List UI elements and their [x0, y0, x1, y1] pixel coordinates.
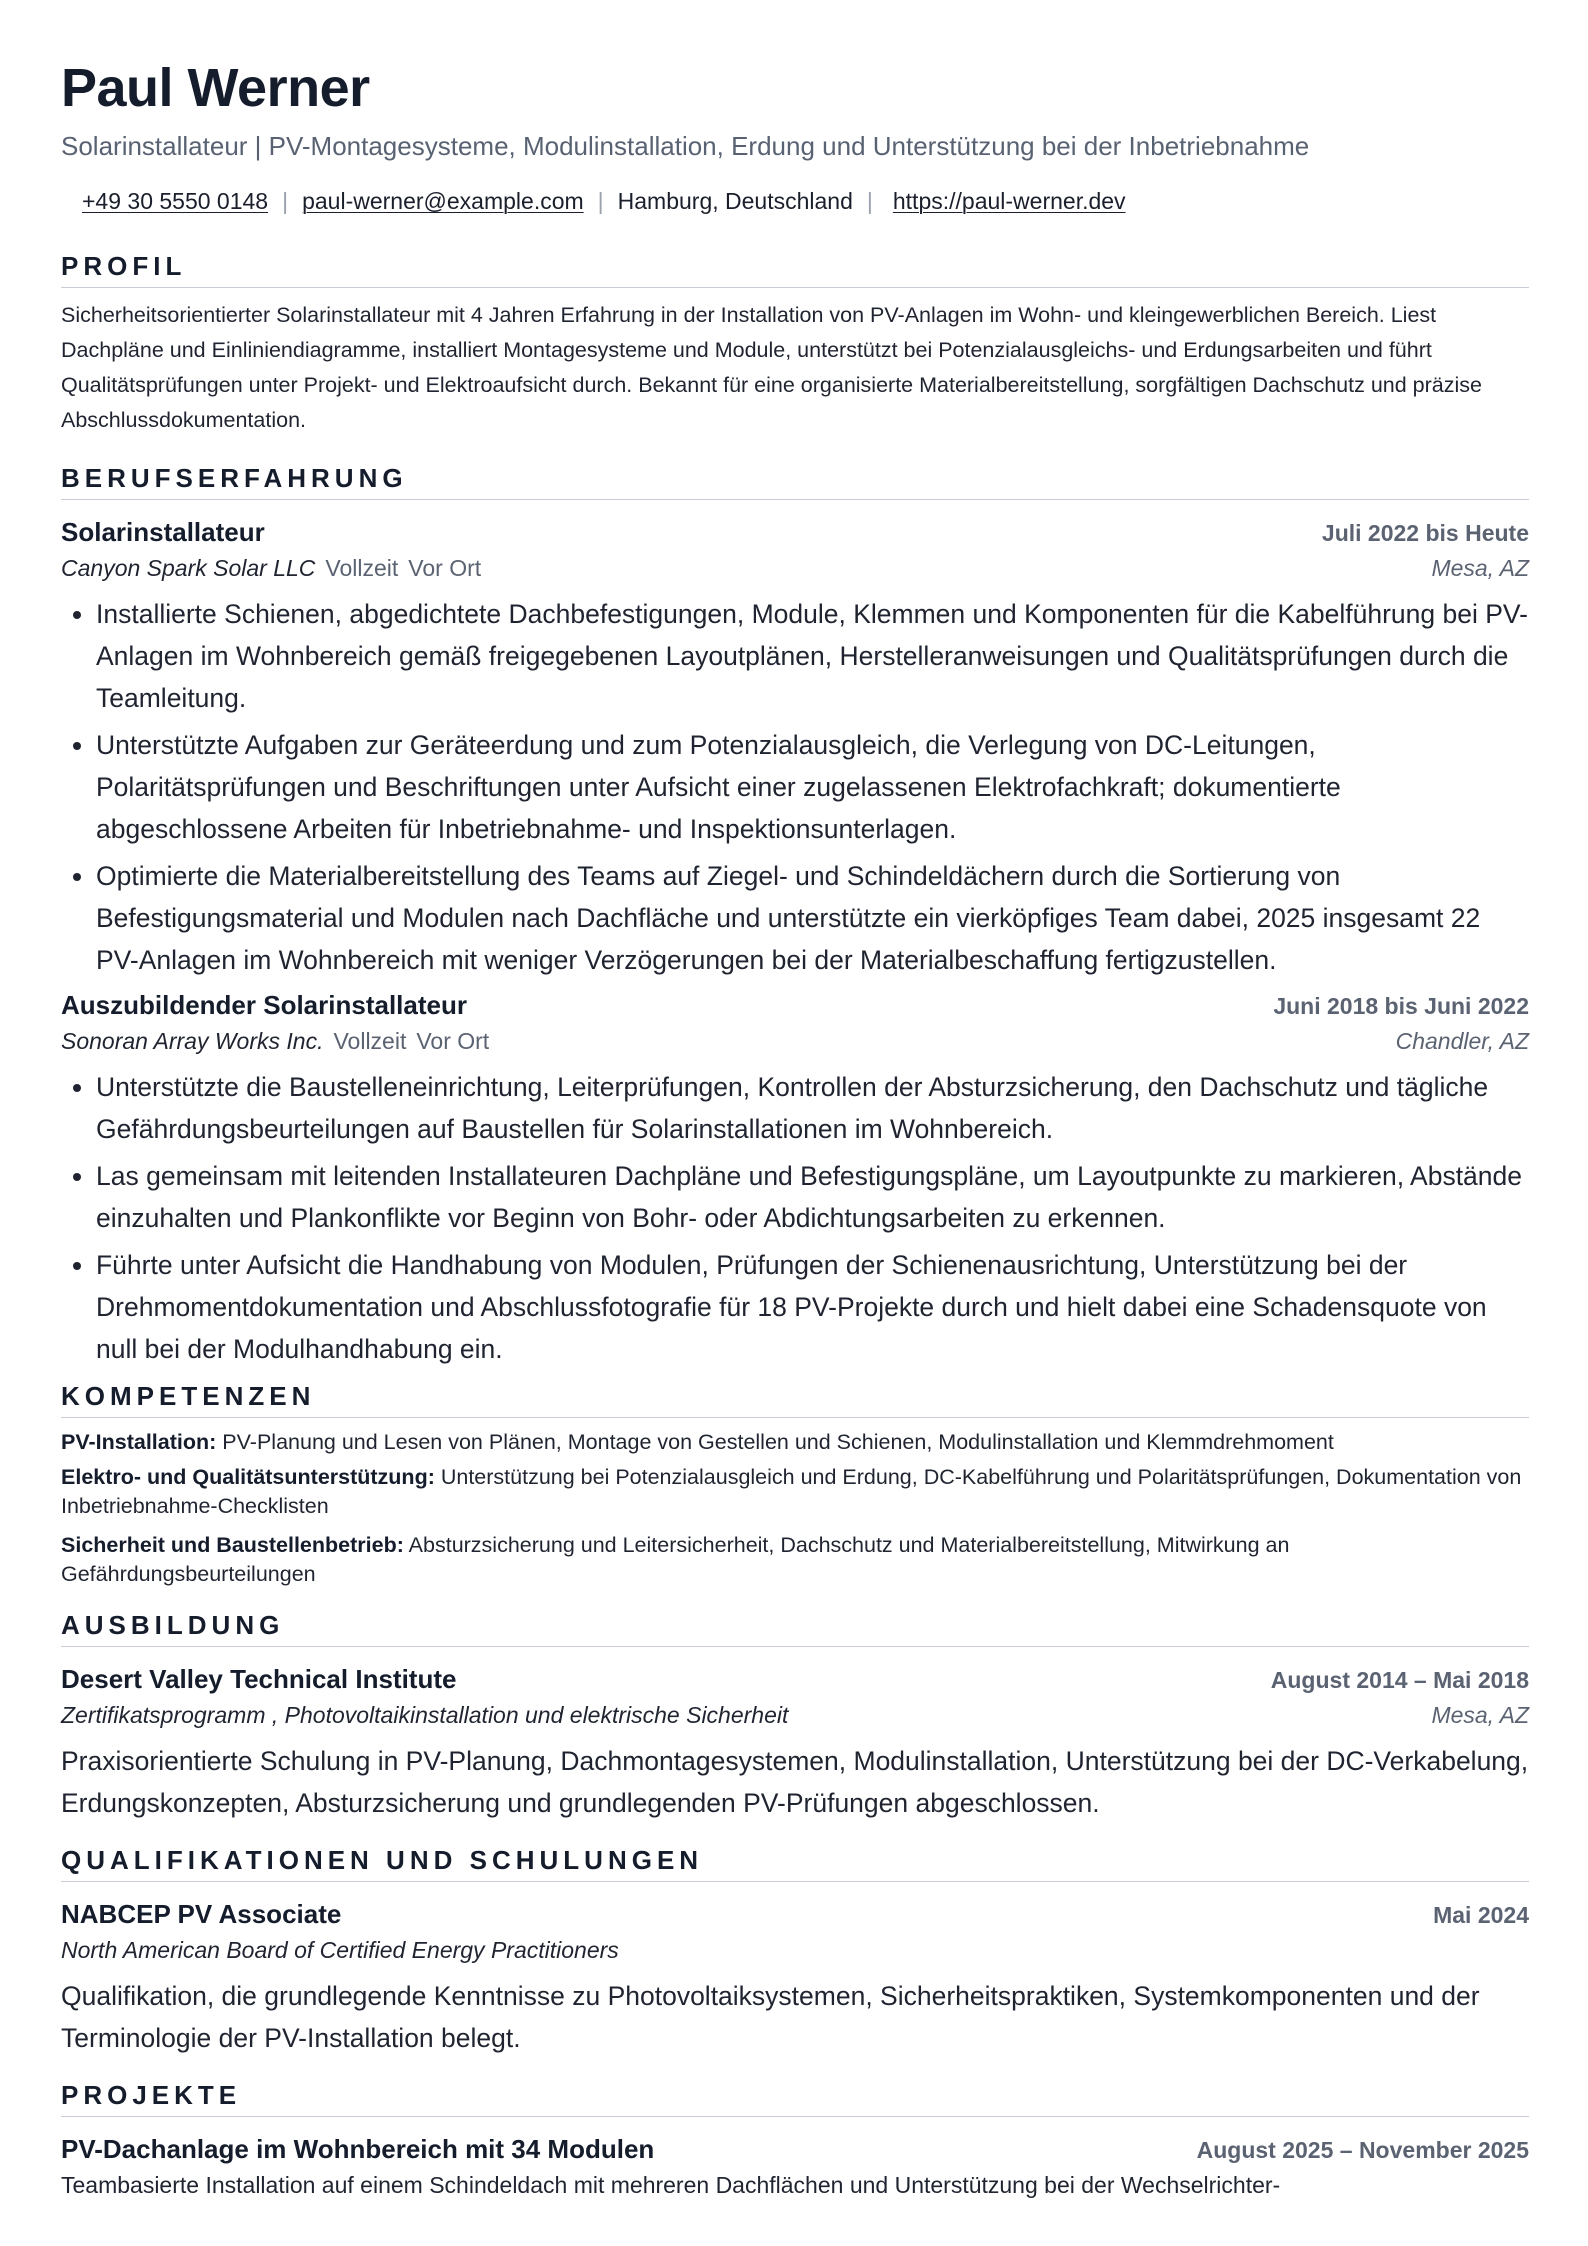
education-program: Zertifikatsprogramm , Photovoltaikinstallation und elektrische Sicherheit [61, 1702, 789, 1728]
certification-entry [61, 1896, 1529, 2059]
employment-type: Vollzeit [333, 1028, 407, 1054]
bullet-item: • Unterstützte die Baustelleneinrichtung, Leiterprüfungen, Kontrollen der Absturzsicherung, den Dachschutz und tägliche Gefährdungsbeurteilungen auf Baustellen für Solarinstallationen im Wohnbereich. [96, 1066, 1529, 1150]
skill-label: Elektro- und Qualitätsunterstützung: [61, 1465, 435, 1489]
job-bullets [61, 1066, 1529, 1370]
contact-separator: | [282, 188, 289, 214]
company-name: Canyon Spark Solar LLC [61, 555, 316, 581]
education-location: Mesa, AZ [1431, 1702, 1529, 1728]
bullet-item: • Optimierte die Materialbereitstellung des Teams auf Ziegel- und Schindeldächern durch die Sortierung von Befestigungsmaterial und Modulen nach Dachfläche und unterstützte ein vierköpfiges Team dabei, 2025 insgesamt 22 PV-Anlagen im Wohnbereich mit weniger Verzögerungen bei der Materialbeschaffung fertigzustellen. [96, 855, 1529, 981]
certification-issuer: North American Board of Certified Energy Practitioners [61, 1937, 619, 1963]
skill-text: Absturzsicherung und Leitersicherheit, Dachschutz und Materialbereitstellung, Mitwirkung an Gefährdungsbeurteilungen [61, 1533, 1290, 1586]
education-entry [61, 1661, 1529, 1824]
job-location: Chandler, AZ [1395, 1028, 1529, 1054]
section-title-projects: PROJEKTE [61, 2079, 1529, 2117]
job-dates: Juli 2022 bis Heute [1321, 520, 1529, 546]
company-name: Sonoran Array Works Inc. [61, 1028, 324, 1054]
education-dates: August 2014 – Mai 2018 [1270, 1667, 1529, 1693]
contact-separator: | [597, 188, 604, 214]
profile-summary: Sicherheitsorientierter Solarinstallateur mit 4 Jahren Erfahrung in der Installation von PV-Anlagen im Wohn- und kleingewerblichen Bereich. Liest Dachpläne und Einliniendiagramme, installiert Montagesysteme und Module, unterstützt bei Potenzialausgleichs- und Erdungsarbeiten und führt Qualitätsprüfungen unter Projekt- und Elektroaufsicht durch. Bekannt für eine organisierte Materialbereitstellung, sorgfältigen Dachschutz und präzise Abschlussdokumentation. [61, 303, 1482, 432]
skill-group [61, 1428, 1529, 1457]
section-title-profile: PROFIL [61, 250, 1529, 288]
section-title-education: AUSBILDUNG [61, 1609, 1529, 1647]
certification-date: Mai 2024 [1433, 1902, 1529, 1928]
email-link[interactable]: paul-werner@example.com [302, 188, 584, 214]
candidate-name: Paul Werner [61, 58, 370, 118]
experience-entry [61, 987, 1529, 1370]
work-mode: Vor Ort [416, 1028, 490, 1054]
project-dates: August 2025 – November 2025 [1196, 2137, 1529, 2163]
phone-link[interactable]: +49 30 5550 0148 [82, 188, 269, 214]
location-text: Hamburg, Deutschland [617, 188, 853, 214]
skill-text: PV-Planung und Lesen von Plänen, Montage von Gestellen und Schienen, Modulinstallation und Klemmdrehmoment [222, 1430, 1334, 1454]
skill-text: Unterstützung bei Potenzialausgleich und Erdung, DC-Kabelführung und Polaritätsprüfungen, Dokumentation von Inbetriebnahme-Checklisten [61, 1465, 1522, 1518]
bullet-item: • Installierte Schienen, abgedichtete Dachbefestigungen, Module, Klemmen und Komponenten für die Kabelführung bei PV-Anlagen im Wohnbereich gemäß freigegebenen Layoutplänen, Herstelleranweisungen und Qualitätsprüfungen durch die Teamleitung. [96, 593, 1529, 719]
skill-label: PV-Installation: [61, 1430, 217, 1454]
job-title: Solarinstallateur [61, 517, 265, 547]
work-mode: Vor Ort [408, 555, 482, 581]
contact-bar [82, 186, 1529, 216]
job-title: Auszubildender Solarinstallateur [61, 990, 467, 1020]
job-dates: Juni 2018 bis Juni 2022 [1273, 993, 1529, 1019]
bullet-item: • Führte unter Aufsicht die Handhabung von Modulen, Prüfungen der Schienenausrichtung, Unterstützung bei der Drehmomentdokumentation und Abschlussfotografie für 18 PV-Projekte durch und hielt dabei eine Schadensquote von null bei der Modulhandhabung ein. [96, 1244, 1529, 1370]
bullet-item: • Las gemeinsam mit leitenden Installateuren Dachpläne und Befestigungspläne, um Layoutpunkte zu markieren, Abstände einzuhalten und Plankonflikte vor Beginn von Bohr- oder Abdichtungsarbeiten zu erkennen. [96, 1155, 1529, 1239]
skill-group [61, 1463, 1529, 1521]
project-entry [61, 2131, 1529, 2202]
experience-entry [61, 514, 1529, 981]
education-description: Praxisorientierte Schulung in PV-Planung, Dachmontagesystemen, Modulinstallation, Unterstützung bei der DC-Verkabelung, Erdungskonzepten, Absturzsicherung und grundlegenden PV-Prüfungen abgeschlossen. [61, 1746, 1529, 1818]
job-location: Mesa, AZ [1431, 555, 1529, 581]
job-bullets [61, 593, 1529, 981]
project-title: PV-Dachanlage im Wohnbereich mit 34 Modulen [61, 2134, 655, 2164]
section-title-skills: KOMPETENZEN [61, 1380, 1529, 1418]
website-link[interactable]: https://paul-werner.dev [892, 188, 1126, 214]
certification-description: Qualifikation, die grundlegende Kenntnisse zu Photovoltaiksystemen, Sicherheitspraktiken, Systemkomponenten und der Terminologie der PV-Installation belegt. [61, 1981, 1480, 2053]
certification-title: NABCEP PV Associate [61, 1899, 342, 1929]
skill-group [61, 1531, 1529, 1589]
school-name: Desert Valley Technical Institute [61, 1664, 457, 1694]
employment-type: Vollzeit [325, 555, 399, 581]
candidate-tagline: Solarinstallateur | PV-Montagesysteme, Modulinstallation, Erdung und Unterstützung bei der Inbetriebnahme [61, 131, 1310, 161]
contact-separator: | [866, 188, 873, 214]
project-description: Teambasierte Installation auf einem Schindeldach mit mehreren Dachflächen und Unterstützung bei der Wechselrichter- [61, 2172, 1281, 2198]
section-title-certifications: QUALIFIKATIONEN UND SCHULUNGEN [61, 1844, 1529, 1882]
section-title-experience: BERUFSERFAHRUNG [61, 462, 1529, 500]
skill-label: Sicherheit und Baustellenbetrieb: [61, 1533, 404, 1557]
bullet-item: • Unterstützte Aufgaben zur Geräteerdung und zum Potenzialausgleich, die Verlegung von DC-Leitungen, Polaritätsprüfungen und Beschriftungen unter Aufsicht einer zugelassenen Elektrofachkraft; dokumentierte abgeschlossene Arbeiten für Inbetriebnahme- und Inspektionsunterlagen. [96, 724, 1529, 850]
